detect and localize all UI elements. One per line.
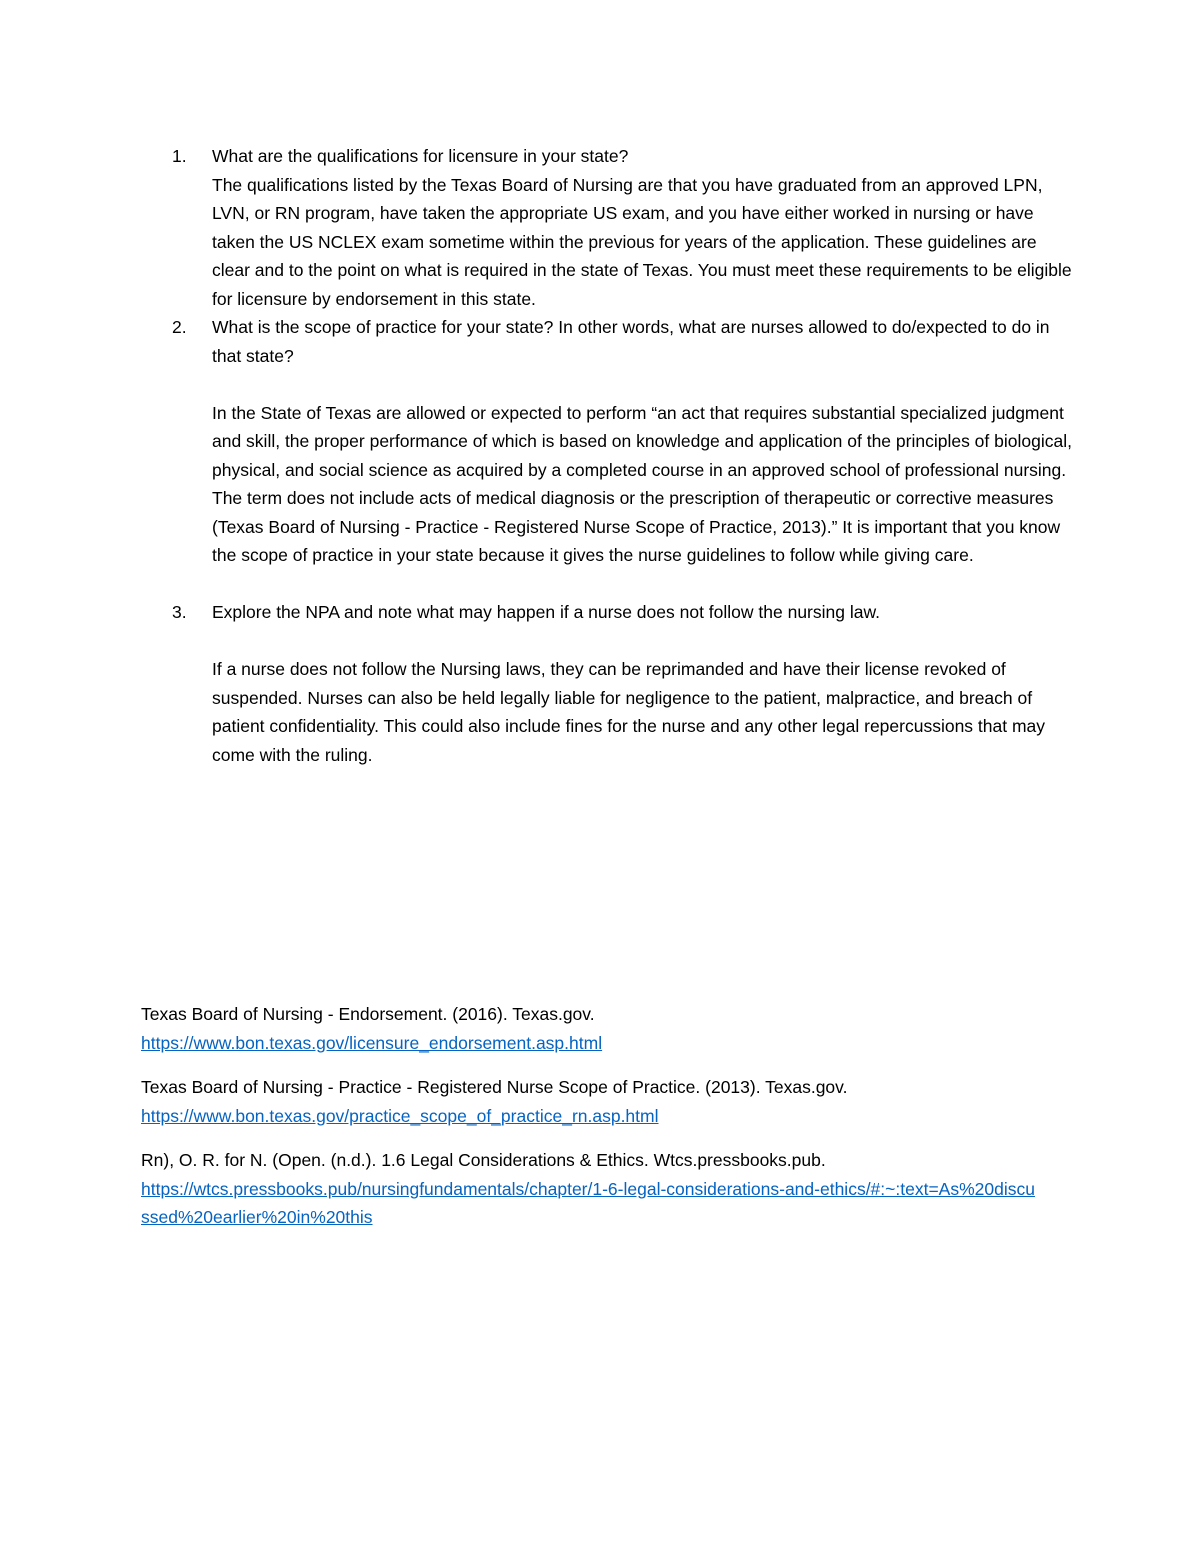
answer-text: The qualifications listed by the Texas Board of Nursing are that you have graduated from an approved LPN, LVN, or RN program, have taken the appropriate US exam, and you have either worked in nursing or have taken the US NCLEX exam sometime within the previous for years of the application. These guidelines are clear and to the point on what is required in the state of Texas. You must meet these requirements to be eligible for licensure by endorsement in this state. [212, 174, 1072, 309]
reference-link[interactable]: https://www.bon.texas.gov/practice_scope_of_practice_rn.asp.html [141, 1105, 659, 1126]
question-text: What are the qualifications for licensure in your state? [212, 146, 629, 166]
reference-link[interactable]: https://wtcs.pressbooks.pub/nursingfundamentals/chapter/1-6-legal-considerations-and-ethics/#:~:text=As%20discussed%20earlier%20in%20this [141, 1178, 1035, 1227]
question-number: 1. [172, 146, 187, 166]
question-number: 3. [172, 602, 187, 622]
answer-text: In the State of Texas are allowed or expected to perform “an act that requires substantial specialized judgment and skill, the proper performance of which is based on knowledge and application of the principles of biological, physical, and social science as acquired by a completed course in an approved school of professional nursing. The term does not include acts of medical diagnosis or the prescription of therapeutic or corrective measures (Texas Board of Nursing - Practice - Registered Nurse Scope of Practice, 2013).” It is important that you know the scope of practice in your state because it gives the nurse guidelines to follow while giving care. [212, 402, 1072, 565]
paragraph-spacer [212, 570, 1072, 599]
references-section [141, 1000, 1041, 1248]
question-list [172, 142, 1072, 769]
reference-item-2 [141, 1073, 1041, 1130]
question-item-2 [172, 313, 1072, 598]
question-item-1 [172, 142, 1072, 313]
reference-citation: Texas Board of Nursing - Endorsement. (2016). Texas.gov. [141, 1004, 595, 1024]
reference-citation: Texas Board of Nursing - Practice - Registered Nurse Scope of Practice. (2013). Texas.gov. [141, 1077, 848, 1097]
reference-citation: Rn), O. R. for N. (Open. (n.d.). 1.6 Legal Considerations & Ethics. Wtcs.pressbooks.pub. [141, 1150, 826, 1170]
question-number: 2. [172, 317, 187, 337]
reference-item-3 [141, 1146, 1041, 1232]
paragraph-spacer [212, 627, 1072, 656]
reference-item-1 [141, 1000, 1041, 1057]
reference-link[interactable]: https://www.bon.texas.gov/licensure_endorsement.asp.html [141, 1032, 603, 1053]
question-item-3 [172, 598, 1072, 769]
question-text: What is the scope of practice for your state? In other words, what are nurses allowed to do/expected to do in that state? [212, 317, 1050, 366]
question-text: Explore the NPA and note what may happen if a nurse does not follow the nursing law. [212, 602, 881, 622]
paragraph-spacer [212, 370, 1072, 399]
answer-text: If a nurse does not follow the Nursing laws, they can be reprimanded and have their license revoked of suspended. Nurses can also be held legally liable for negligence to the patient, malpractice, and breach of patient confidentiality. This could also include fines for the nurse and any other legal repercussions that may come with the ruling. [212, 659, 1046, 765]
